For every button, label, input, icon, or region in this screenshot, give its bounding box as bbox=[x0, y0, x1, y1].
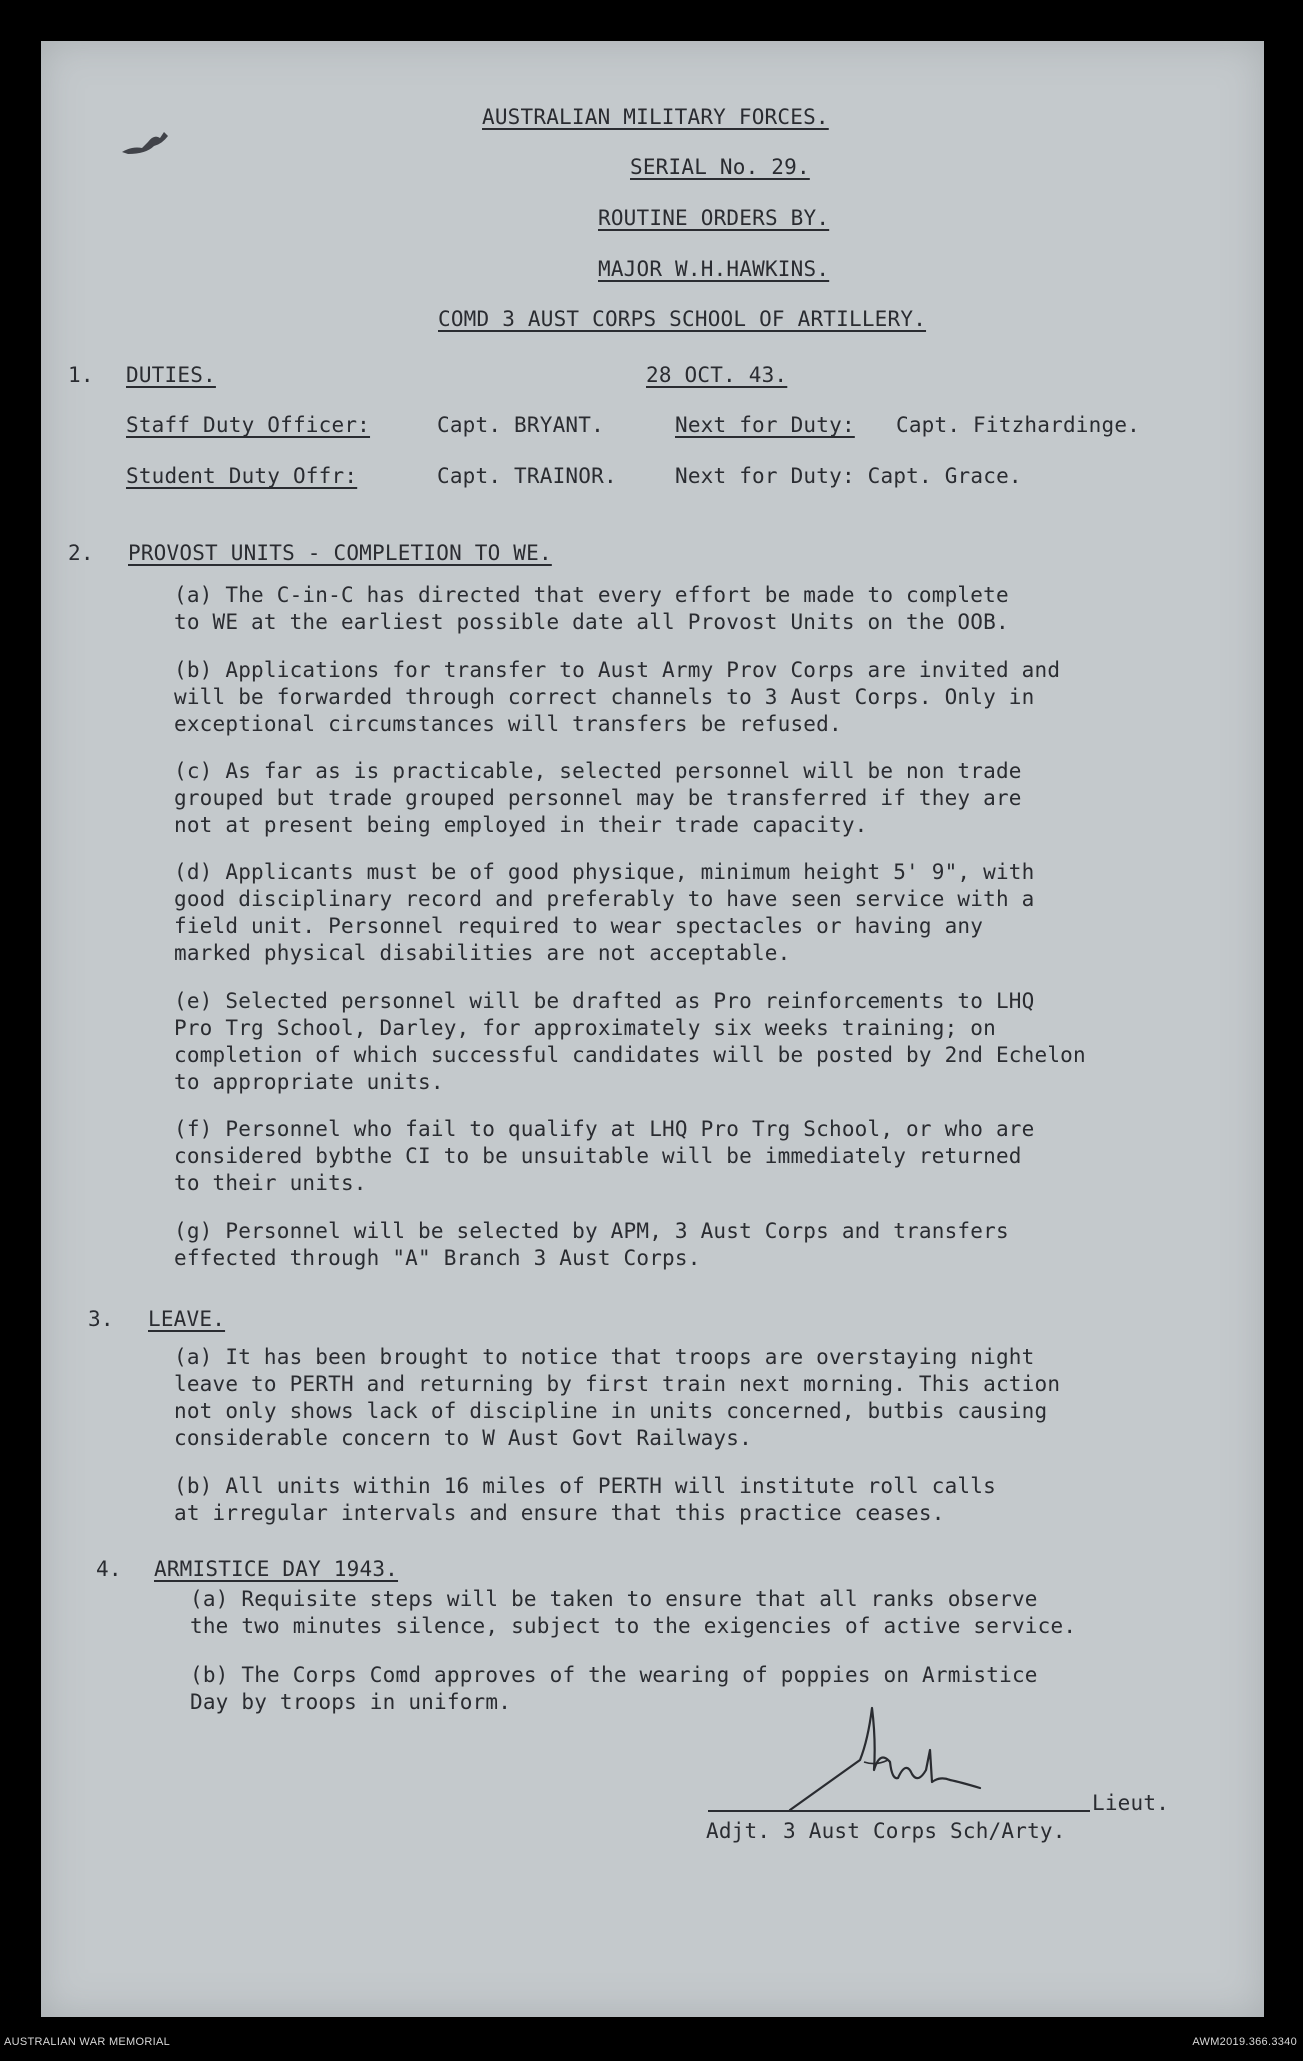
section-4-para-b: (b) The Corps Comd approves of the wearing of poppies on Armistice Day by troops in uniform. bbox=[190, 1663, 1038, 1714]
footer-institution: AUSTRALIAN WAR MEMORIAL bbox=[4, 2036, 171, 2048]
header-major: MAJOR W.H.HAWKINS. bbox=[598, 257, 830, 281]
section-2-para-b: (b) Applications for transfer to Aust Army Prov Corps are invited and will be forwarded through correct channels to 3 Aust Corps. Only in exceptional circumstances will transfers be refused. bbox=[174, 658, 1061, 736]
signature-appointment: Adjt. 3 Aust Corps Sch/Arty. bbox=[706, 1819, 1066, 1843]
header-routine-orders: ROUTINE ORDERS BY. bbox=[598, 206, 830, 230]
section-2-title: PROVOST UNITS - COMPLETION TO WE. bbox=[128, 541, 552, 565]
section-2-number: 2. bbox=[68, 541, 94, 565]
section-2-para-c: (c) As far as is practicable, selected personnel will be non trade grouped but trade grouped personnel may be transferred if they are not at present being employed in their trade capacity. bbox=[174, 759, 1022, 837]
section-2-para-d: (d) Applicants must be of good physique, minimum height 5' 9", with good disciplinary record and preferably to have seen service with a field unit. Personnel required to wear spectacles or having any marked physical disabilities are not acceptable. bbox=[174, 860, 1035, 965]
section-1-number: 1. bbox=[68, 363, 94, 387]
section-4-para-a: (a) Requisite steps will be taken to ensure that all ranks observe the two minutes silence, subject to the exigencies of active service. bbox=[190, 1587, 1077, 1638]
staff-duty-label: Staff Duty Officer: bbox=[126, 413, 371, 437]
signature-rank: Lieut. bbox=[1092, 1791, 1170, 1815]
section-2-para-e: (e) Selected personnel will be drafted as Pro reinforcements to LHQ Pro Trg School, Darley, for approximately six weeks training; on completion of which successful candidates will be posted by 2nd Echelon to appropriate units. bbox=[174, 989, 1086, 1094]
footer-accession: AWM2019.366.3340 bbox=[1192, 2036, 1297, 2048]
staff-duty-name: Capt. BRYANT. bbox=[437, 413, 604, 437]
staff-next-name: Capt. Fitzhardinge. bbox=[896, 413, 1141, 437]
handwritten-signature bbox=[780, 1700, 1020, 1820]
section-2-para-f: (f) Personnel who fail to qualify at LHQ Pro Trg School, or who are considered bybthe CI to be unsuitable will be immediately returned to their units. bbox=[174, 1117, 1035, 1195]
header-command: COMD 3 AUST CORPS SCHOOL OF ARTILLERY. bbox=[438, 307, 927, 331]
section-1-title: DUTIES. bbox=[126, 363, 216, 387]
student-next: Next for Duty: Capt. Grace. bbox=[675, 464, 1022, 488]
section-3-number: 3. bbox=[88, 1307, 114, 1331]
student-duty-label: Student Duty Offr: bbox=[126, 464, 358, 488]
section-2-para-g: (g) Personnel will be selected by APM, 3 Aust Corps and transfers effected through "A" Branch 3 Aust Corps. bbox=[174, 1219, 1009, 1270]
section-3-title: LEAVE. bbox=[148, 1307, 226, 1331]
ink-blot-mark bbox=[118, 124, 178, 160]
student-duty-name: Capt. TRAINOR. bbox=[437, 464, 617, 488]
section-3-para-b: (b) All units within 16 miles of PERTH will institute roll calls at irregular intervals and ensure that this practice ceases. bbox=[174, 1474, 996, 1525]
section-4-title: ARMISTICE DAY 1943. bbox=[154, 1557, 399, 1581]
section-2-para-a: (a) The C-in-C has directed that every effort be made to complete to WE at the earliest possible date all Provost Units on the OOB. bbox=[174, 583, 1009, 634]
header-serial: SERIAL No. 29. bbox=[630, 155, 810, 179]
staff-next-label: Next for Duty: bbox=[675, 413, 855, 437]
header-forces: AUSTRALIAN MILITARY FORCES. bbox=[482, 105, 829, 129]
section-4-number: 4. bbox=[96, 1557, 122, 1581]
section-3-para-a: (a) It has been brought to notice that troops are overstaying night leave to PERTH and returning by first train next morning. This action not only shows lack of discipline in units concerned, butbis causing considerable concern to W Aust Govt Railways. bbox=[174, 1345, 1061, 1450]
signature-line bbox=[708, 1810, 1090, 1812]
section-1-date: 28 OCT. 43. bbox=[646, 363, 788, 387]
